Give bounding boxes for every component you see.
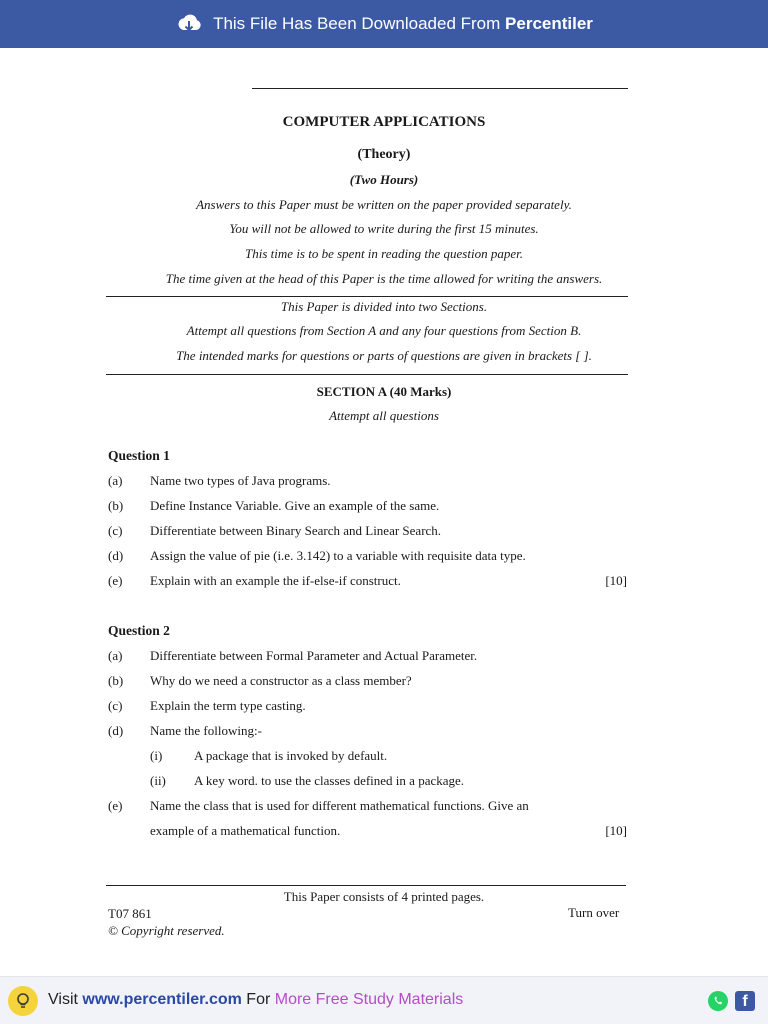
question-1-title: Question 1 (108, 448, 170, 463)
q2-text-e: Name the class that is used for different mathematical functions. Give an (150, 798, 529, 813)
paper-code: T07 861 (108, 906, 152, 921)
q1-label-a: (a) (108, 473, 123, 488)
q2-text-d: Name the following:- (150, 723, 262, 738)
q1-marks: [10] (605, 573, 627, 588)
instruction-4: The time given at the head of this Paper is the time allowed for writing the answers. (165, 271, 603, 286)
section-subtitle: Attempt all questions (329, 408, 439, 423)
page-footer-rule (106, 885, 626, 886)
lightbulb-icon (8, 986, 38, 1016)
instruction-2: You will not be allowed to write during the first 15 minutes. (229, 221, 539, 236)
duration-label: (Two Hours) (349, 172, 419, 187)
q1-text-e: Explain with an example the if-else-if construct. (150, 573, 401, 588)
cloud-download-icon (175, 10, 203, 38)
q1-text-c: Differentiate between Binary Search and Linear Search. (150, 523, 442, 538)
top-rule (252, 88, 628, 89)
q2-label-c: (c) (108, 698, 123, 713)
q2-text-a: Differentiate between Formal Parameter and Actual Parameter. (150, 648, 478, 663)
q1-label-e: (e) (108, 573, 123, 588)
pages-note: This Paper consists of 4 printed pages. (283, 889, 485, 904)
q2-sub-text-i: A package that is invoked by default. (194, 748, 388, 763)
subject-title: COMPUTER APPLICATIONS (282, 114, 486, 130)
theory-label: (Theory) (357, 147, 411, 162)
q1-label-c: (c) (108, 523, 123, 538)
q1-text-d: Assign the value of pie (i.e. 3.142) to a variable with requisite data type. (150, 548, 526, 563)
instructions-rule (106, 296, 628, 297)
q2-label-d: (d) (108, 723, 124, 738)
instruction-3: This time is to be spent in reading the question paper. (245, 246, 523, 261)
facebook-icon[interactable]: f (735, 991, 755, 1011)
q2-text-c: Explain the term type casting. (150, 698, 306, 713)
whatsapp-icon[interactable] (708, 991, 728, 1011)
q2-label-b: (b) (108, 673, 124, 688)
q1-label-d: (d) (108, 548, 124, 563)
q2-sub-label-ii: (ii) (150, 773, 166, 788)
q2-sub-text-ii: A key word. to use the classes defined in a package. (194, 773, 465, 788)
sections-note-2: Attempt all questions from Section A and any four questions from Section B. (186, 323, 582, 338)
q2-label-a: (a) (108, 648, 123, 663)
footer-text: Visit www.percentiler.com For More Free Study Materials (48, 991, 464, 1008)
exam-page (0, 48, 768, 976)
banner-brand: Percentiler (505, 14, 593, 33)
q1-label-b: (b) (108, 498, 124, 513)
instruction-1: Answers to this Paper must be written on the paper provided separately. (196, 197, 572, 212)
q2-label-e: (e) (108, 798, 123, 813)
footer-website-link[interactable]: www.percentiler.com (82, 991, 242, 1008)
q1-text-a: Name two types of Java programs. (150, 473, 331, 488)
copyright-note: © Copyright reserved. (108, 923, 225, 938)
sections-note-3: The intended marks for questions or parts of questions are given in brackets [ ]. (176, 348, 592, 363)
promo-footer (0, 976, 768, 1024)
question-2-title: Question 2 (108, 623, 170, 638)
q2-marks: [10] (605, 823, 627, 838)
sections-note-1: This Paper is divided into two Sections. (280, 299, 488, 314)
turn-over-label: Turn over (568, 905, 620, 920)
section-title: SECTION A (40 Marks) (316, 384, 452, 399)
q2-text-b: Why do we need a constructor as a class member? (150, 673, 412, 688)
q1-text-b: Define Instance Variable. Give an example of the same. (150, 498, 440, 513)
q2-sub-label-i: (i) (150, 748, 163, 763)
sections-rule (106, 374, 628, 375)
banner-text: This File Has Been Downloaded From Percentiler (213, 14, 593, 33)
footer-study-materials: More Free Study Materials (274, 991, 464, 1008)
download-banner[interactable] (0, 0, 768, 48)
q2-text-e-continued: example of a mathematical function. (150, 823, 341, 838)
